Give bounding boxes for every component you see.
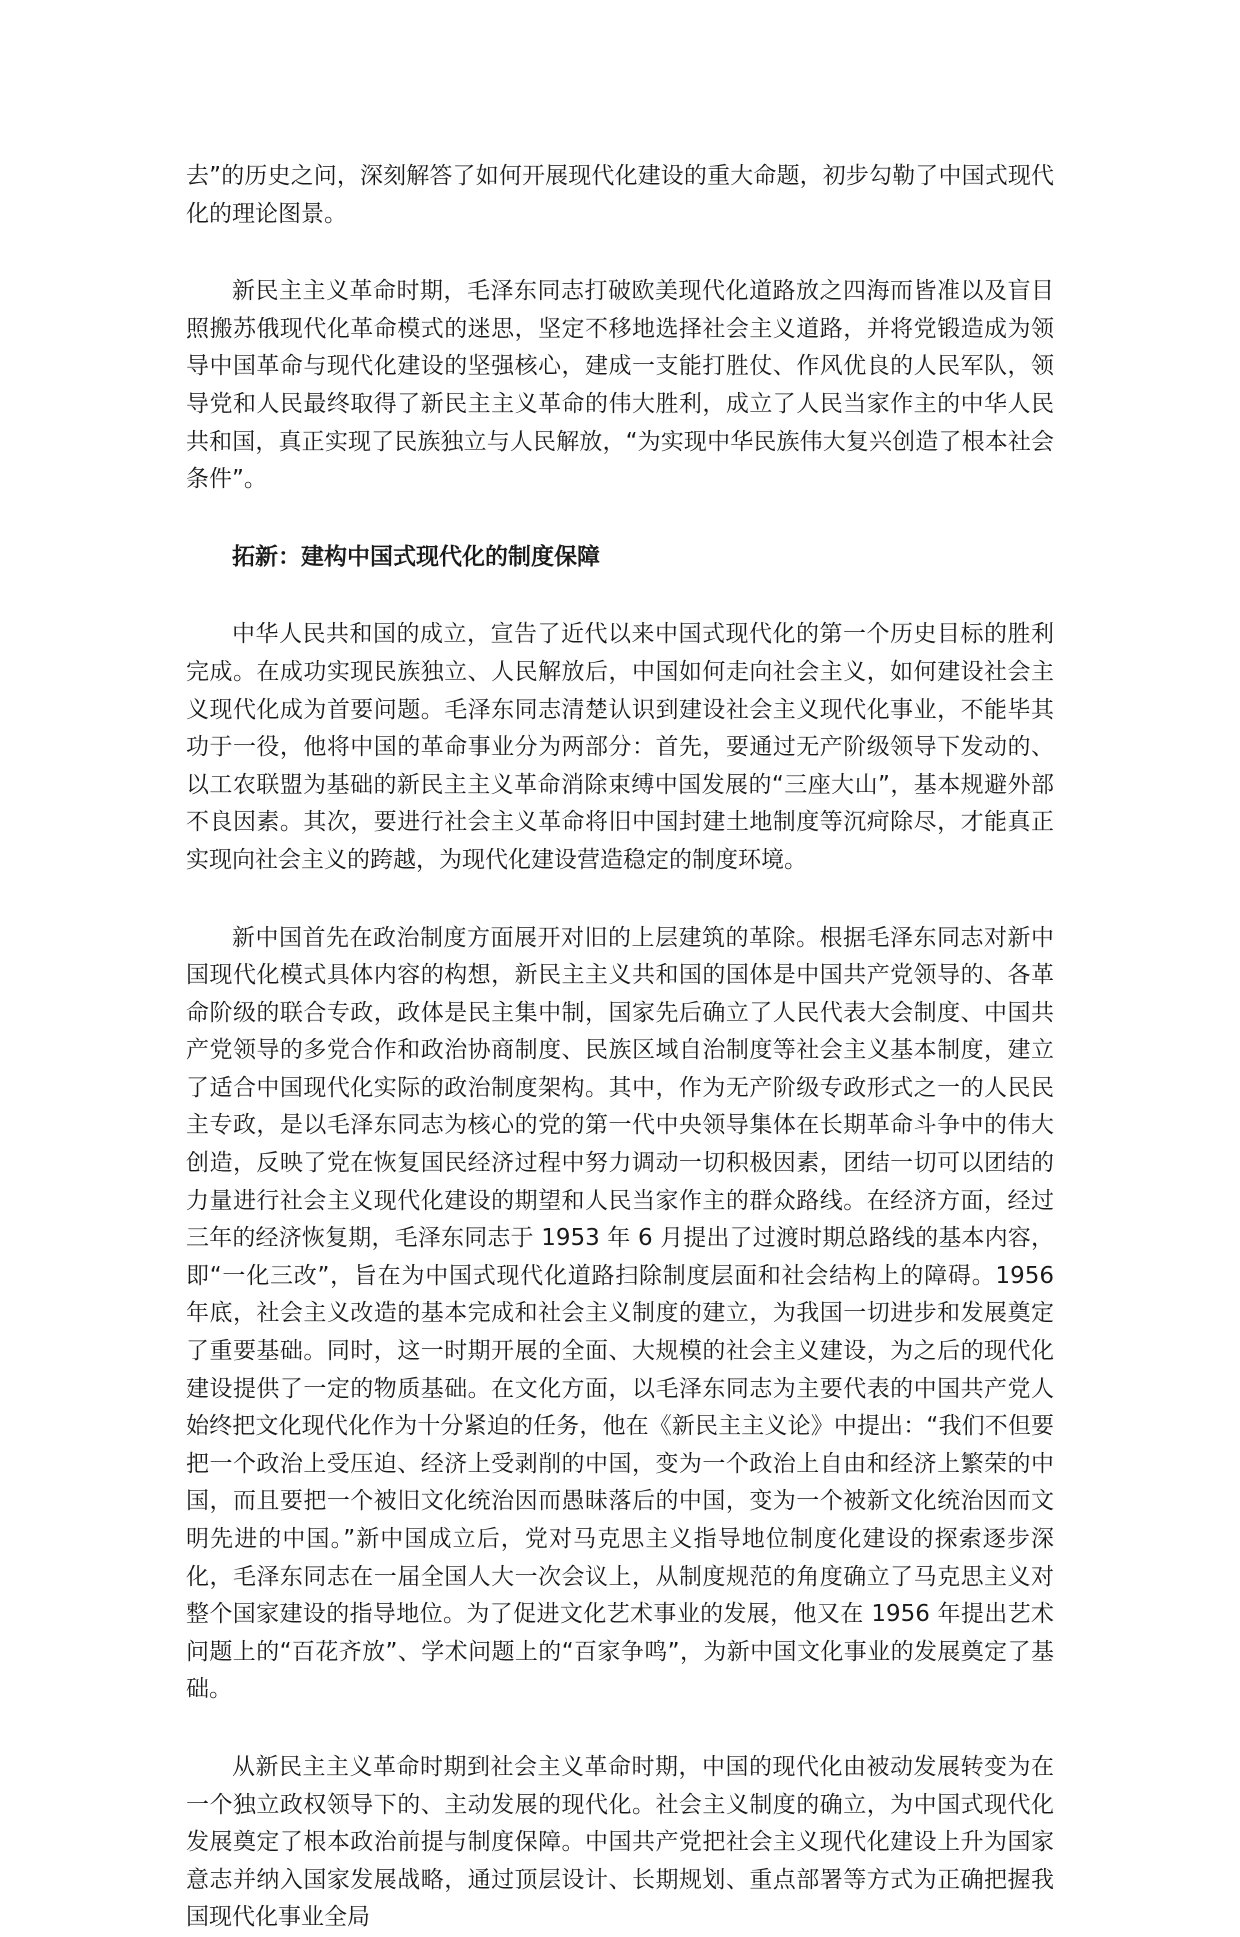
paragraph: 从新民主主义革命时期到社会主义革命时期，中国的现代化由被动发展转变为在一个独立政权领导下的、主动发展的现代化。社会主义制度的确立，为中国式现代化发展奠定了根本政治前提与制度保障。中国共产党把社会主义现代化建设上升为国家意志并纳入国家发展战略，通过顶层设计、长期规划、重点部署等方式为正确把握我国现代化事业全局 [186,1753,1054,1931]
paragraph-gap [186,233,1054,273]
paragraph: 中华人民共和国的成立，宣告了近代以来中国式现代化的第一个历史目标的胜利完成。在成功实现民族独立、人民解放后，中国如何走向社会主义，如何建设社会主义现代化成为首要问题。毛泽东同志清楚认识到建设社会主义现代化事业，不能毕其功于一役，他将中国的革命事业分为两部分：首先，要通过无产阶级领导下发动的、以工农联盟为基础的新民主主义革命消除束缚中国发展的“三座大山”，基本规避外部不良因素。其次，要进行社会主义革命将旧中国封建土地制度等沉疴除尽，才能真正实现向社会主义的跨越，为现代化建设营造稳定的制度环境。 [186,621,1054,873]
paragraph-continuation: 去”的历史之问，深刻解答了如何开展现代化建设的重大命题，初步勾勒了中国式现代化的理论图景。 [186,163,1054,227]
paragraph-gap [186,1709,1054,1749]
document-page [186,158,1054,1937]
paragraph-gap [186,880,1054,920]
paragraph: 新中国首先在政治制度方面展开对旧的上层建筑的革除。根据毛泽东同志对新中国现代化模式具体内容的构想，新民主主义共和国的国体是中国共产党领导的、各革命阶级的联合专政，政体是民主集中制，国家先后确立了人民代表大会制度、中国共产党领导的多党合作和政治协商制度、民族区域自治制度等社会主义基本制度，建立了适合中国现代化实际的政治制度架构。其中，作为无产阶级专政形式之一的人民民主专政，是以毛泽东同志为核心的党的第一代中央领导集体在长期革命斗争中的伟大创造，反映了党在恢复国民经济过程中努力调动一切积极因素，团结一切可以团结的力量进行社会主义现代化建设的期望和人民当家作主的群众路线。在经济方面，经过三年的经济恢复期，毛泽东同志于 1953 年 6 月提出了过渡时期总路线的基本内容，即“一化三改”，旨在为中国式现代化道路扫除制度层面和社会结构上的障碍。1956 年底，社会主义改造的基本完成和社会主义制度的建立，为我国一切进步和发展奠定了重要基础。同时，这一时期开展的全面、大规模的社会主义建设，为之后的现代化建设提供了一定的物质基础。在文化方面，以毛泽东同志为主要代表的中国共产党人始终把文化现代化作为十分紧迫的任务，他在《新民主主义论》中提出：“我们不但要把一个政治上受压迫、经济上受剥削的中国，变为一个政治上自由和经济上繁荣的中国，而且要把一个被旧文化统治因而愚昧落后的中国，变为一个被新文化统治因而文明先进的中国。”新中国成立后，党对马克思主义指导地位制度化建设的探索逐步深化，毛泽东同志在一届全国人大一次会议上，从制度规范的角度确立了马克思主义对整个国家建设的指导地位。为了促进文化艺术事业的发展，他又在 1956 年提出艺术问题上的“百花齐放”、学术问题上的“百家争鸣”，为新中国文化事业的发展奠定了基础。 [186,924,1054,1703]
paragraph-gap [186,499,1054,539]
section-heading: 拓新：建构中国式现代化的制度保障 [232,543,600,570]
paragraph-gap [186,576,1054,616]
paragraph: 新民主主义革命时期，毛泽东同志打破欧美现代化道路放之四海而皆准以及盲目照搬苏俄现代化革命模式的迷思，坚定不移地选择社会主义道路，并将党锻造成为领导中国革命与现代化建设的坚强核心，建成一支能打胜仗、作风优良的人民军队，领导党和人民最终取得了新民主主义革命的伟大胜利，成立了人民当家作主的中华人民共和国，真正实现了民族独立与人民解放，“为实现中华民族伟大复兴创造了根本社会条件”。 [186,278,1054,493]
